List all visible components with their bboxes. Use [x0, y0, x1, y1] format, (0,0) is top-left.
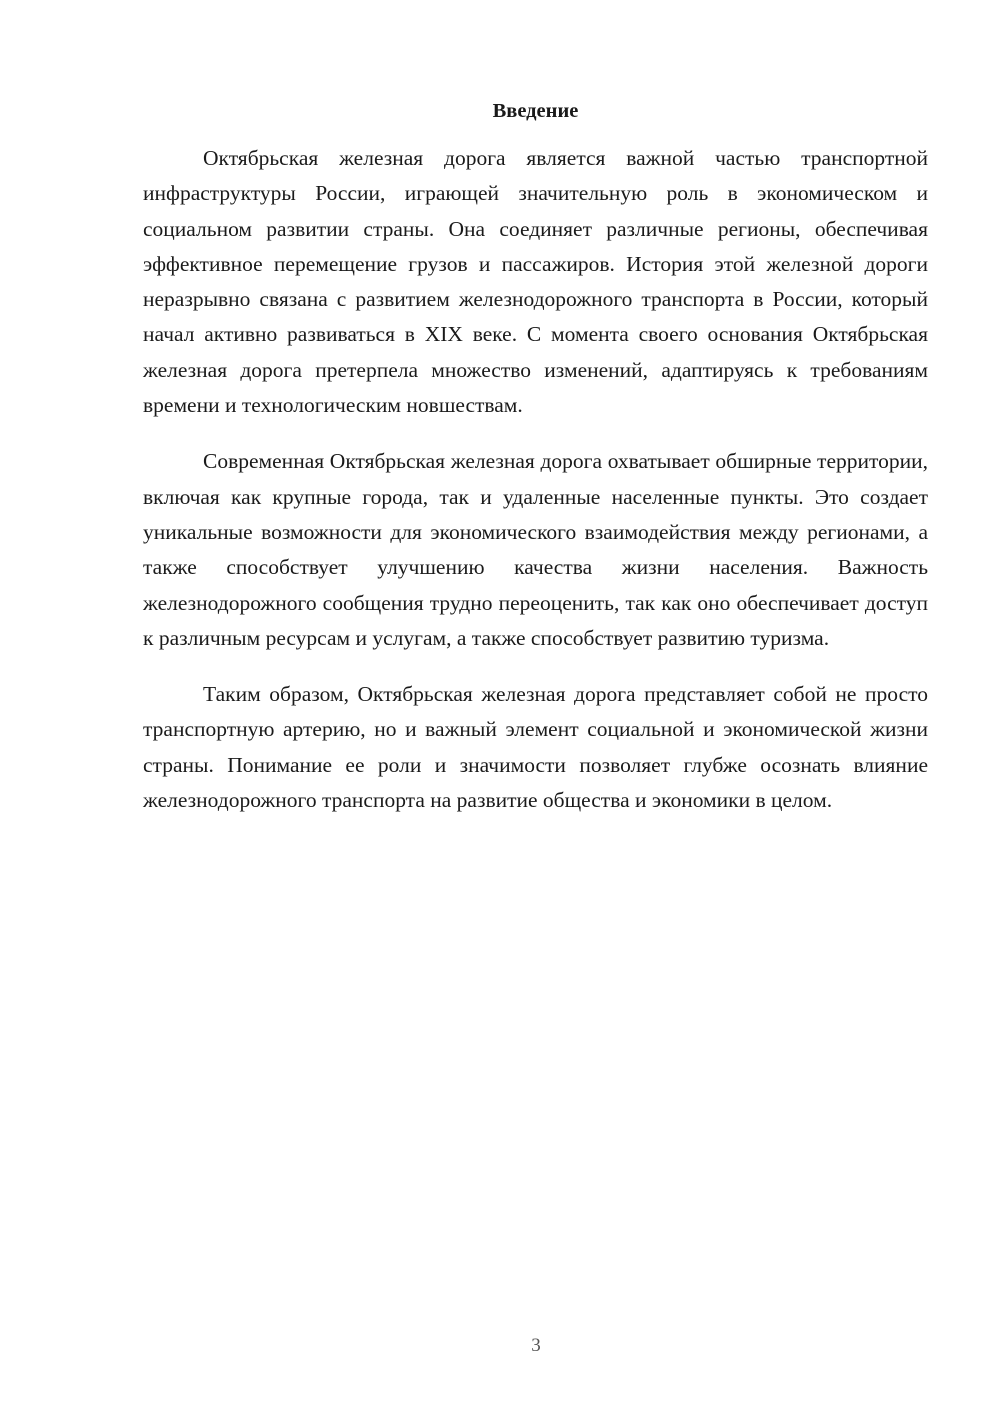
- page-content: [143, 96, 928, 839]
- paragraph-3: Таким образом, Октябрьская железная дорога представляет собой не просто транспортную артерию, но и важный элемент социальной и экономической жизни страны. Понимание ее роли и значимости позволяет глубже осознать влияние железнодорожного транспорта на развитие общества и экономики в целом.: [143, 682, 928, 813]
- section-title: Введение: [492, 100, 579, 122]
- paragraph-2: Современная Октябрьская железная дорога охватывает обширные территории, включая как крупные города, так и удаленные населенные пункты. Это создает уникальные возможности для экономического взаимодействия между регионами, а также способствует улучшению качества жизни населения. Важность железнодорожного сообщения трудно переоценить, так как оно обеспечивает доступ к различным ресурсам и услугам, а также способствует развитию туризма.: [143, 449, 928, 650]
- paragraph-1: Октябрьская железная дорога является важной частью транспортной инфраструктуры России, играющей значительную роль в экономическом и социальном развитии страны. Она соединяет различные регионы, обеспечивая эффективное перемещение грузов и пассажиров. История этой железной дороги неразрывно связана с развитием железнодорожного транспорта в России, который начал активно развиваться в XIX веке. С момента своего основания Октябрьская железная дорога претерпела множество изменений, адаптируясь к требованиям времени и технологическим новшествам.: [143, 146, 928, 418]
- page-number: 3: [531, 1335, 541, 1356]
